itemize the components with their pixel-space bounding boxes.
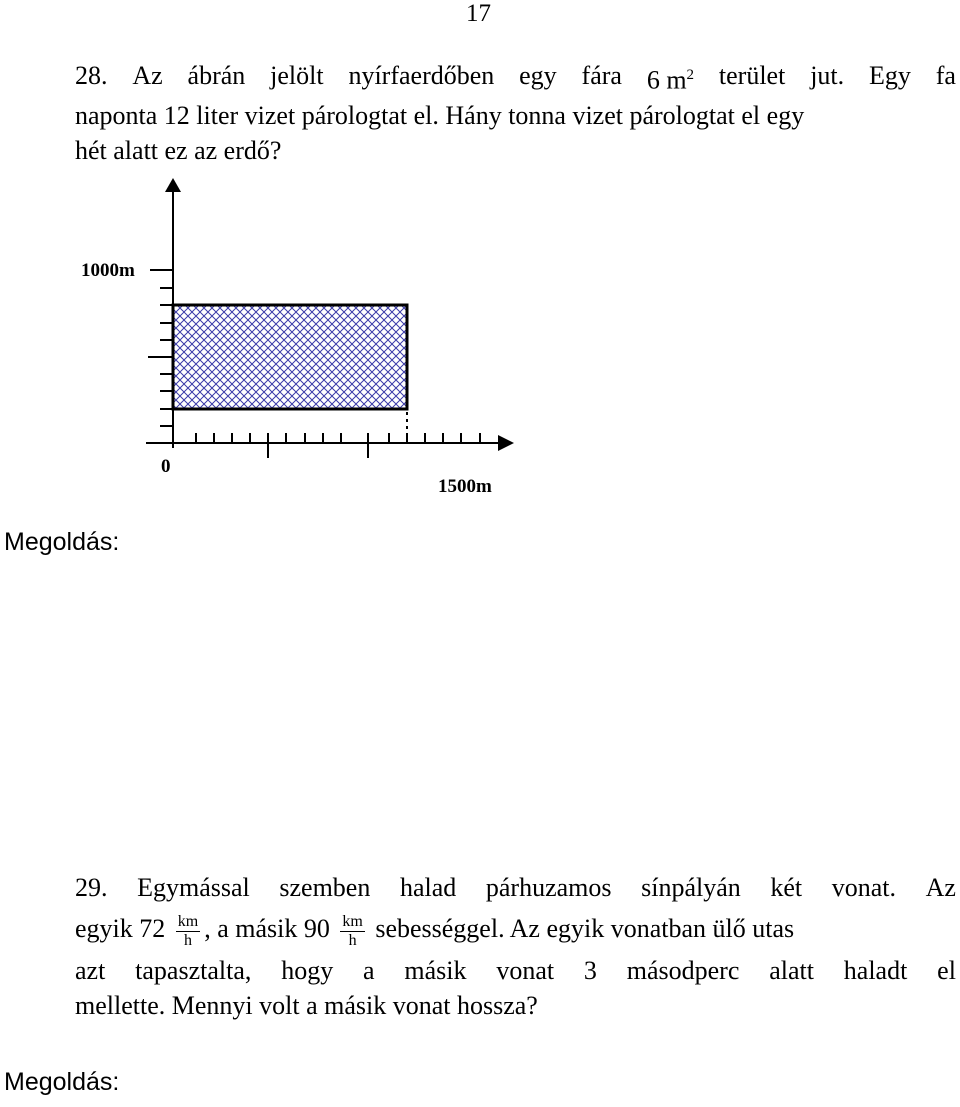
problem-29-line-1: 29. Egymással szemben halad párhuzamos sínpályán két vonat. Az: [75, 873, 956, 902]
problem-28-line-3: hét alatt ez az erdő?: [75, 135, 282, 165]
x-axis-label: 1500m: [438, 476, 492, 497]
birch-forest-area: [173, 305, 407, 409]
area-unit: 6 $m^2$: [646, 65, 695, 95]
x-axis-arrow: [498, 435, 514, 451]
problem-29-line-3: azt tapasztalta, hogy a másik vonat 3 másodperc alatt haladt el: [75, 956, 956, 985]
y-axis-label: 1000m: [81, 260, 135, 281]
problem-29-line-2: egyik 72 $\frac{km}{h}$ , a másik 90 $\frac{km}{h}$ sebességgel. Az egyik vonatban ülő utas: [75, 912, 795, 949]
y-axis-arrow: [165, 178, 181, 192]
solution-label-29: Megoldás:: [4, 1068, 120, 1096]
speed-unit-fraction: $\frac{km}{h}$: [342, 912, 363, 949]
problem-28-line-2: naponta 12 liter vizet párologtat el. Hány tonna vizet párologtat el egy: [75, 100, 805, 130]
origin-label: 0: [161, 456, 171, 477]
page-number: 17: [466, 0, 491, 27]
problem-28-line-1: 28. Az ábrán jelölt nyírfaerdőben egy fára 6 $m^2$ terület jut. Egy fa: [75, 58, 956, 98]
forest-diagram: [0, 0, 960, 520]
problem-29-line-4: mellette. Mennyi volt a másik vonat hossza?: [75, 991, 538, 1020]
x-ticks: [196, 433, 480, 458]
problem-29: [75, 870, 956, 1023]
y-ticks: [148, 270, 173, 426]
speed-unit-fraction: $\frac{km}{h}$: [177, 912, 199, 949]
solution-label-28: Megoldás:: [4, 528, 120, 556]
